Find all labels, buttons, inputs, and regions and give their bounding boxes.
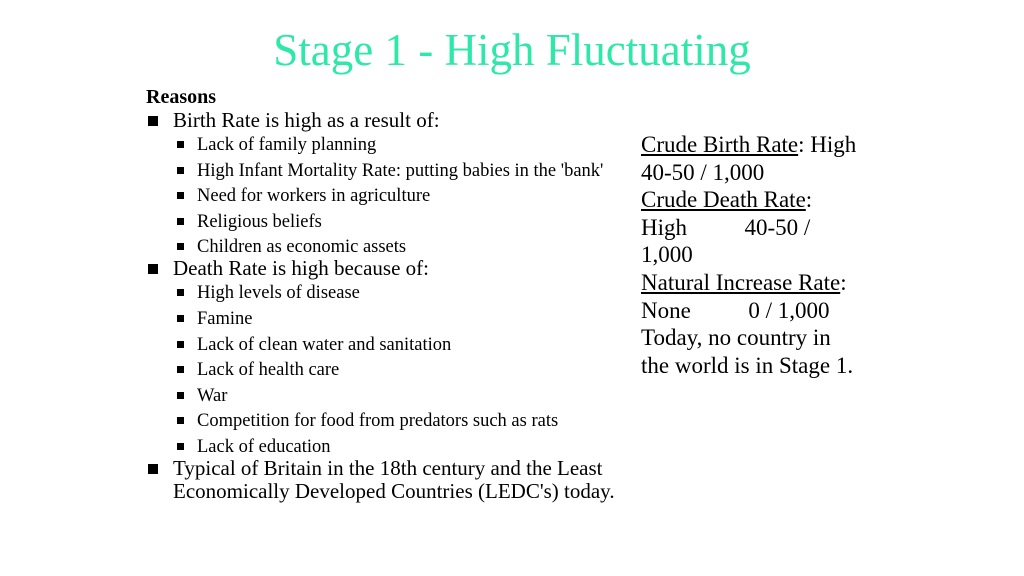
list-item bbox=[173, 212, 616, 232]
small-square-bullet-icon bbox=[177, 218, 184, 225]
death-reason-text: War bbox=[197, 385, 228, 406]
crude-death-rate-value: High 40-50 / bbox=[641, 214, 811, 240]
crude-death-rate-value-cont: 1,000 bbox=[641, 242, 693, 268]
crude-birth-rate-label: Crude Birth Rate bbox=[641, 132, 799, 157]
list-item bbox=[173, 161, 616, 181]
death-reason-text: Lack of health care bbox=[197, 360, 340, 381]
birth-reason-text: Need for workers in agriculture bbox=[197, 186, 431, 207]
today-line-1: Today, no country in bbox=[641, 325, 831, 351]
birth-reason-text: Religious beliefs bbox=[197, 211, 322, 232]
crude-death-rate-suffix: : bbox=[805, 187, 813, 213]
death-reason-text: Competition for food from predators such as rats bbox=[197, 411, 559, 432]
square-bullet-icon bbox=[148, 464, 158, 474]
small-square-bullet-icon bbox=[177, 289, 184, 296]
death-rate-text: Death Rate is high because of: bbox=[173, 256, 429, 281]
crude-birth-rate-line bbox=[641, 131, 891, 159]
typical-text: Typical of Britain in the 18th century and the Least Economically Developed Countries (LEDC's) today. bbox=[173, 455, 615, 503]
list-item bbox=[173, 437, 616, 457]
small-square-bullet-icon bbox=[177, 315, 184, 322]
crude-death-rate-label: Crude Death Rate bbox=[641, 187, 806, 213]
crude-death-rate-line bbox=[641, 186, 891, 214]
small-square-bullet-icon bbox=[177, 392, 184, 399]
list-item bbox=[173, 135, 616, 155]
reasons-panel bbox=[146, 85, 616, 503]
natural-increase-label: Natural Increase Rate bbox=[641, 269, 841, 295]
square-bullet-icon bbox=[148, 116, 158, 126]
small-square-bullet-icon bbox=[177, 366, 184, 373]
today-line-2: the world is in Stage 1. bbox=[641, 352, 854, 378]
typical-bullet bbox=[146, 457, 616, 503]
reasons-heading: Reasons bbox=[146, 86, 217, 108]
natural-increase-value: None 0 / 1,000 bbox=[641, 297, 830, 323]
small-square-bullet-icon bbox=[177, 192, 184, 199]
main-bullet-list bbox=[146, 109, 616, 503]
square-bullet-icon bbox=[148, 264, 158, 274]
small-square-bullet-icon bbox=[177, 341, 184, 348]
small-square-bullet-icon bbox=[177, 417, 184, 424]
list-item bbox=[173, 237, 616, 257]
list-item bbox=[173, 386, 616, 406]
death-rate-bullet bbox=[146, 257, 616, 457]
birth-rate-bullet bbox=[146, 109, 616, 257]
small-square-bullet-icon bbox=[177, 167, 184, 174]
birth-rate-text: Birth Rate is high as a result of: bbox=[173, 108, 440, 132]
death-reason-text: Lack of education bbox=[197, 436, 331, 457]
small-square-bullet-icon bbox=[177, 243, 184, 250]
crude-birth-rate-value: 40-50 / 1,000 bbox=[641, 159, 765, 185]
rates-panel bbox=[641, 131, 891, 379]
list-item bbox=[173, 335, 616, 355]
death-reason-text: Famine bbox=[197, 308, 253, 329]
small-square-bullet-icon bbox=[177, 141, 184, 148]
death-reason-text: Lack of clean water and sanitation bbox=[197, 334, 452, 355]
death-reasons-list bbox=[173, 283, 616, 457]
birth-reason-text: Children as economic assets bbox=[197, 237, 407, 258]
birth-reason-text: High Infant Mortality Rate: putting babies in the 'bank' bbox=[197, 160, 604, 181]
natural-increase-line bbox=[641, 269, 891, 297]
slide-title: Stage 1 - High Fluctuating bbox=[273, 25, 751, 75]
crude-birth-rate-suffix: : High bbox=[798, 132, 857, 157]
list-item bbox=[173, 411, 616, 431]
list-item bbox=[173, 186, 616, 206]
small-square-bullet-icon bbox=[177, 443, 184, 450]
birth-reasons-list bbox=[173, 135, 616, 257]
list-item bbox=[173, 309, 616, 329]
natural-increase-suffix: : bbox=[840, 269, 847, 295]
birth-reason-text: Lack of family planning bbox=[197, 135, 377, 155]
list-item bbox=[173, 360, 616, 380]
death-reason-text: High levels of disease bbox=[197, 283, 360, 304]
list-item bbox=[173, 283, 616, 303]
